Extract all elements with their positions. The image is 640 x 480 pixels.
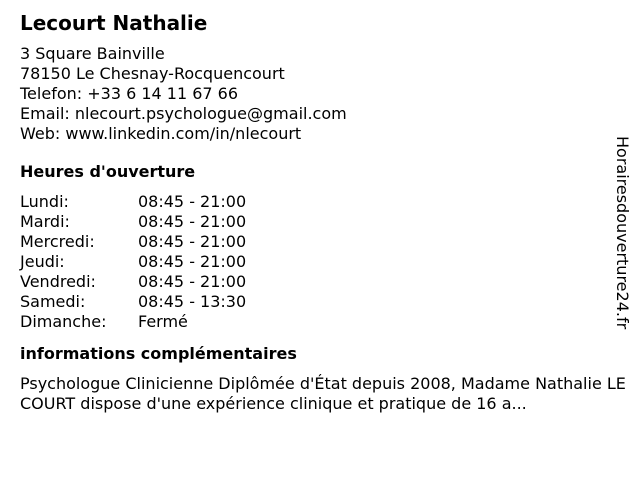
business-name: Lecourt Nathalie: [20, 11, 208, 35]
day-label: Lundi:: [20, 192, 69, 211]
day-label: Mardi:: [20, 212, 70, 231]
hours-row-jeudi: [20, 252, 620, 272]
info-heading: informations complémentaires: [20, 344, 297, 363]
hours-row-vendredi: [20, 272, 620, 292]
hours-row-dimanche: [20, 312, 620, 332]
street-address: 3 Square Bainville: [20, 44, 165, 63]
time-value: 08:45 - 21:00: [138, 232, 247, 251]
city-address: 78150 Le Chesnay-Rocquencourt: [20, 64, 285, 83]
time-value: 08:45 - 21:00: [138, 272, 247, 291]
day-label: Mercredi:: [20, 232, 95, 251]
day-label: Samedi:: [20, 292, 86, 311]
day-label: Vendredi:: [20, 272, 96, 291]
time-value: 08:45 - 21:00: [138, 192, 247, 211]
hours-row-mardi: [20, 212, 620, 232]
watermark-text: Horairesdouverture24.fr: [613, 136, 632, 330]
hours-heading: Heures d'ouverture: [20, 162, 196, 181]
hours-row-mercredi: [20, 232, 620, 252]
web-line: Web: www.linkedin.com/in/nlecourt: [20, 124, 302, 143]
day-label: Jeudi:: [20, 252, 65, 271]
time-value: 08:45 - 21:00: [138, 252, 247, 271]
email-line: Email: nlecourt.psychologue@gmail.com: [20, 104, 347, 123]
hours-row-lundi: [20, 192, 620, 212]
contact-block: [20, 44, 620, 144]
time-value: 08:45 - 21:00: [138, 212, 247, 231]
time-value: 08:45 - 13:30: [138, 292, 247, 311]
hours-row-samedi: [20, 292, 620, 312]
hours-table: [20, 192, 620, 332]
day-label: Dimanche:: [20, 312, 107, 331]
time-value: Fermé: [138, 312, 188, 331]
info-description: Psychologue Clinicienne Diplômée d'État depuis 2008, Madame Nathalie LECOURT dispose d'une expérience clinique et pratique de 16 a...: [20, 374, 626, 413]
phone-line: Telefon: +33 6 14 11 67 66: [20, 84, 239, 103]
